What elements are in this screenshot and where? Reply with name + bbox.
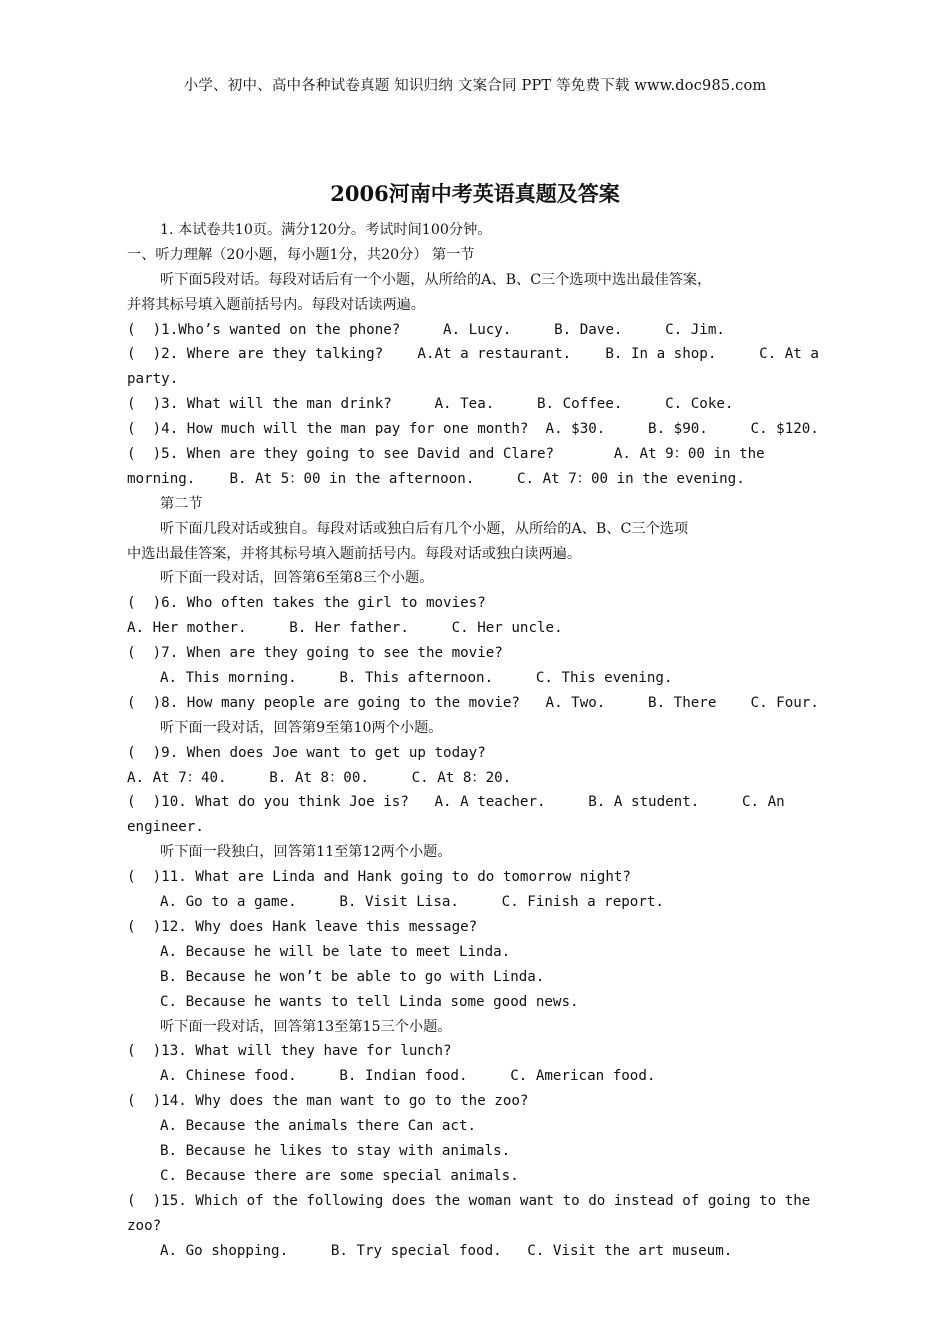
text-line: ( )14. Why does the man want to go to the zoo? [127, 1093, 529, 1110]
text-line: A. Because he will be late to meet Linda. [160, 943, 511, 960]
text-line: A. Her mother. B. Her father. C. Her uncle. [127, 620, 563, 637]
text-line: 一、听力理解（20小题，每小题1分，共20分） 第一节 [127, 246, 475, 263]
text-line: ( )12. Why does Hank leave this message? [127, 918, 478, 935]
page-header: 小学、初中、高中各种试卷真题 知识归纳 文案合同 PPT 等免费下载 www.doc985.com [183, 78, 767, 94]
text-line: ( )10. What do you think Joe is? A. A teacher. B. A student. C. An [127, 794, 785, 811]
text-line: engineer. [127, 819, 204, 836]
text-line: 第二节 [160, 495, 203, 512]
text-line: morning. B. At 5：00 in the afternoon. C. At 7：00 in the evening. [127, 470, 745, 487]
document-body [127, 218, 824, 1263]
text-line: C. Because he wants to tell Linda some good news. [160, 993, 579, 1010]
text-line: A. Go to a game. B. Visit Lisa. C. Finish a report. [160, 894, 664, 911]
text-line: ( )13. What will they have for lunch? [127, 1043, 452, 1060]
text-line: ( )5. When are they going to see David and Clare? A. At 9：00 in the [127, 446, 765, 463]
text-line: zoo? [127, 1217, 162, 1234]
text-line: B. Because he likes to stay with animals. [160, 1142, 511, 1159]
text-line: ( )8. How many people are going to the movie? A. Two. B. There C. Four. [127, 694, 819, 711]
text-line: 听下面一段对话，回答第13至第15三个小题。 [160, 1018, 452, 1035]
text-line: ( )11. What are Linda and Hank going to do tomorrow night? [127, 869, 631, 886]
text-line: 中选出最佳答案，并将其标号填入题前括号内。每段对话或独白读两遍。 [127, 545, 582, 562]
text-line: 听下面5段对话。每段对话后有一个小题，从所给的A、B、C三个选项中选出最佳答案， [160, 271, 712, 288]
text-line: ( )7. When are they going to see the movie? [127, 645, 503, 662]
text-line: party. [127, 371, 179, 388]
text-line: ( )1.Who’s wanted on the phone? A. Lucy. B. Dave. C. Jim. [127, 321, 725, 338]
text-line: ( )9. When does Joe want to get up today? [127, 744, 486, 761]
text-line: 听下面一段对话，回答第6至第8三个小题。 [160, 570, 434, 587]
text-line: ( )4. How much will the man pay for one month? A. $30. B. $90. C. $120. [127, 421, 819, 438]
text-line: C. Because there are some special animals. [160, 1167, 519, 1184]
document-title: 2006河南中考英语真题及答案 [330, 181, 620, 206]
text-line: A. At 7：40. B. At 8：00. C. At 8：20. [127, 769, 512, 786]
text-line: ( )15. Which of the following does the woman want to do instead of going to the [127, 1192, 811, 1209]
text-line: A. This morning. B. This afternoon. C. This evening. [160, 670, 673, 687]
text-line: 并将其标号填入题前括号内。每段对话读两遍。 [127, 296, 425, 313]
text-line: ( )2. Where are they talking? A.At a restaurant. B. In a shop. C. At a [127, 346, 819, 363]
text-line: ( )6. Who often takes the girl to movies? [127, 595, 486, 612]
text-line: 听下面一段独白，回答第11至第12两个小题。 [160, 844, 452, 861]
text-line: 听下面一段对话，回答第9至第10两个小题。 [160, 719, 443, 736]
text-line: ( )3. What will the man drink? A. Tea. B. Coffee. C. Coke. [127, 396, 734, 413]
text-line: A. Go shopping. B. Try special food. C. Visit the art museum. [160, 1242, 733, 1259]
text-line: A. Because the animals there Can act. [160, 1118, 477, 1135]
text-line: B. Because he won’t be able to go with Linda. [160, 968, 545, 985]
text-line: 1. 本试卷共10页。满分120分。考试时间100分钟。 [160, 222, 492, 238]
text-line: 听下面几段对话或独自。每段对话或独白后有几个小题，从所给的A、B、C三个选项 [160, 520, 689, 537]
text-line: A. Chinese food. B. Indian food. C. American food. [160, 1068, 656, 1085]
